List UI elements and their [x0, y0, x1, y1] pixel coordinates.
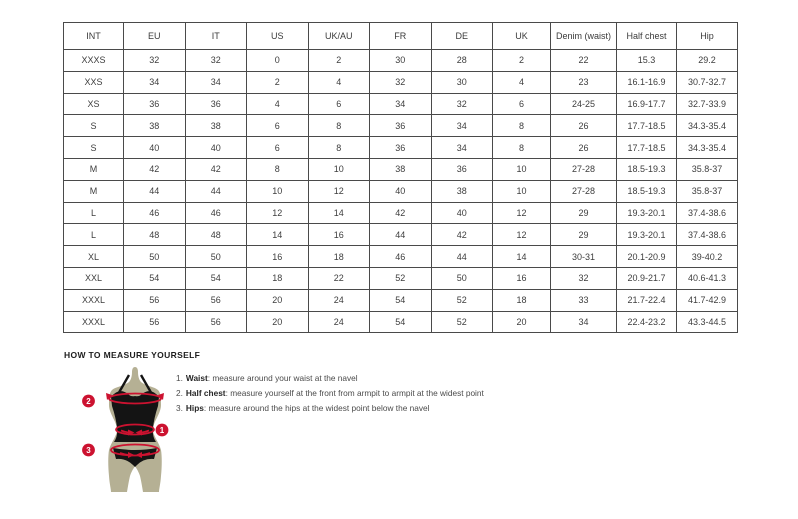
size-cell: 4: [308, 71, 370, 93]
size-cell: 10: [247, 180, 309, 202]
instruction-number: 1.: [176, 373, 183, 383]
size-cell: 50: [431, 267, 493, 289]
size-cell: 41.7-42.9: [677, 289, 738, 311]
size-cell: 46: [370, 246, 432, 268]
measure-section-heading: HOW TO MEASURE YOURSELF: [64, 350, 201, 360]
size-cell: XL: [64, 246, 124, 268]
size-cell: M: [64, 180, 124, 202]
size-cell: XXXL: [64, 289, 124, 311]
table-row: [64, 137, 738, 159]
size-cell: L: [64, 202, 124, 224]
waist-badge-number: 1: [159, 426, 165, 435]
size-cell: 16: [308, 224, 370, 246]
size-cell: 34.3-35.4: [677, 115, 738, 137]
size-cell: 32: [185, 50, 247, 72]
table-row: [64, 115, 738, 137]
column-header: FR: [370, 23, 432, 50]
size-cell: XS: [64, 93, 124, 115]
size-cell: 44: [431, 246, 493, 268]
size-cell: 20: [247, 289, 309, 311]
size-cell: 16: [493, 267, 551, 289]
size-cell: 56: [124, 311, 186, 333]
table-row: [64, 71, 738, 93]
size-cell: 34: [370, 93, 432, 115]
size-cell: 29: [551, 202, 617, 224]
size-cell: 15.3: [617, 50, 677, 72]
size-cell: 14: [308, 202, 370, 224]
instruction-label: Hips: [185, 403, 204, 413]
size-cell: 22: [551, 50, 617, 72]
size-cell: 17.7-18.5: [617, 137, 677, 159]
size-cell: 35.8-37: [677, 180, 738, 202]
measure-instruction-waist: [176, 374, 484, 384]
instruction-text: : measure yourself at the front from armpit to armpit at the widest point: [225, 388, 484, 398]
size-cell: 34: [185, 71, 247, 93]
size-cell: XXL: [64, 267, 124, 289]
size-cell: 34: [431, 137, 493, 159]
table-row: [64, 158, 738, 180]
size-cell: 10: [308, 158, 370, 180]
size-cell: 26: [551, 115, 617, 137]
size-chart-table: [63, 22, 738, 333]
size-cell: 4: [493, 71, 551, 93]
size-cell: 52: [431, 289, 493, 311]
size-cell: 36: [370, 115, 432, 137]
size-cell: 33: [551, 289, 617, 311]
size-cell: 36: [124, 93, 186, 115]
size-cell: 16: [247, 246, 309, 268]
size-cell: 30.7-32.7: [677, 71, 738, 93]
instruction-number: 2.: [176, 388, 183, 398]
size-cell: L: [64, 224, 124, 246]
size-cell: 18: [493, 289, 551, 311]
size-cell: 54: [124, 267, 186, 289]
size-cell: 36: [185, 93, 247, 115]
size-cell: 18.5-19.3: [617, 180, 677, 202]
size-cell: 21.7-22.4: [617, 289, 677, 311]
size-cell: 56: [124, 289, 186, 311]
table-row: [64, 246, 738, 268]
size-cell: 10: [493, 158, 551, 180]
instruction-label: Waist: [185, 373, 208, 383]
size-cell: 54: [370, 311, 432, 333]
size-cell: 24: [308, 289, 370, 311]
size-cell: 19.3-20.1: [617, 202, 677, 224]
size-cell: 17.7-18.5: [617, 115, 677, 137]
size-cell: 37.4-38.6: [677, 202, 738, 224]
table-row: [64, 267, 738, 289]
size-cell: 30-31: [551, 246, 617, 268]
size-cell: 16.1-16.9: [617, 71, 677, 93]
size-cell: 19.3-20.1: [617, 224, 677, 246]
instruction-number: 3.: [176, 403, 183, 413]
column-header: DE: [431, 23, 493, 50]
size-cell: 20.1-20.9: [617, 246, 677, 268]
size-cell: 18.5-19.3: [617, 158, 677, 180]
size-cell: 36: [431, 158, 493, 180]
column-header: INT: [64, 23, 124, 50]
column-header: EU: [124, 23, 186, 50]
size-cell: 56: [185, 289, 247, 311]
size-cell: 28: [431, 50, 493, 72]
size-cell: 52: [431, 311, 493, 333]
table-row: [64, 224, 738, 246]
size-cell: 26: [551, 137, 617, 159]
size-cell: 8: [493, 115, 551, 137]
table-row: [64, 202, 738, 224]
size-cell: 6: [247, 115, 309, 137]
size-cell: 40: [370, 180, 432, 202]
size-cell: 44: [185, 180, 247, 202]
size-cell: 37.4-38.6: [677, 224, 738, 246]
size-cell: 8: [308, 137, 370, 159]
size-cell: 24-25: [551, 93, 617, 115]
size-cell: 42: [370, 202, 432, 224]
size-cell: 2: [493, 50, 551, 72]
size-cell: 34: [124, 71, 186, 93]
size-cell: 20: [247, 311, 309, 333]
size-cell: 14: [493, 246, 551, 268]
size-cell: 39-40.2: [677, 246, 738, 268]
measure-instruction-half-chest: [176, 389, 484, 399]
column-header: IT: [185, 23, 247, 50]
size-cell: 38: [185, 115, 247, 137]
size-cell: 54: [185, 267, 247, 289]
size-cell: 52: [370, 267, 432, 289]
size-cell: 22.4-23.2: [617, 311, 677, 333]
size-cell: 10: [493, 180, 551, 202]
column-header: Half chest: [617, 23, 677, 50]
size-cell: 40: [185, 137, 247, 159]
size-cell: 42: [124, 158, 186, 180]
size-cell: 46: [124, 202, 186, 224]
size-cell: 6: [247, 137, 309, 159]
size-cell: 8: [493, 137, 551, 159]
column-header: Hip: [677, 23, 738, 50]
instruction-text: : measure around your waist at the navel: [207, 373, 358, 383]
size-cell: XXXL: [64, 311, 124, 333]
size-cell: XXXS: [64, 50, 124, 72]
size-cell: 56: [185, 311, 247, 333]
size-cell: 0: [247, 50, 309, 72]
size-cell: 32: [431, 93, 493, 115]
size-cell: 32: [124, 50, 186, 72]
size-cell: 50: [124, 246, 186, 268]
size-cell: 32: [370, 71, 432, 93]
table-row: [64, 180, 738, 202]
size-cell: 12: [493, 202, 551, 224]
size-cell: S: [64, 115, 124, 137]
size-cell: 22: [308, 267, 370, 289]
size-cell: 27-28: [551, 158, 617, 180]
size-cell: 42: [431, 224, 493, 246]
size-cell: 36: [370, 137, 432, 159]
measure-instructions-list: [176, 374, 484, 419]
size-cell: M: [64, 158, 124, 180]
size-chart-region: [63, 22, 738, 333]
column-header: Denim (waist): [551, 23, 617, 50]
size-cell: 4: [247, 93, 309, 115]
size-cell: 54: [370, 289, 432, 311]
size-cell: 24: [308, 311, 370, 333]
size-cell: 8: [308, 115, 370, 137]
size-cell: 40: [124, 137, 186, 159]
size-cell: 43.3-44.5: [677, 311, 738, 333]
table-row: [64, 93, 738, 115]
instruction-label: Half chest: [185, 388, 226, 398]
size-cell: 8: [247, 158, 309, 180]
size-cell: 27-28: [551, 180, 617, 202]
size-cell: 12: [247, 202, 309, 224]
size-cell: S: [64, 137, 124, 159]
column-header: UK/AU: [308, 23, 370, 50]
measure-instruction-hips: [176, 404, 484, 414]
size-cell: 32.7-33.9: [677, 93, 738, 115]
size-cell: 29: [551, 224, 617, 246]
size-cell: 20: [493, 311, 551, 333]
size-cell: 6: [493, 93, 551, 115]
chest-badge-number: 2: [86, 397, 91, 406]
hips-badge-number: 3: [86, 446, 91, 455]
size-cell: 44: [124, 180, 186, 202]
size-cell: XXS: [64, 71, 124, 93]
size-cell: 46: [185, 202, 247, 224]
size-cell: 2: [247, 71, 309, 93]
size-cell: 34: [431, 115, 493, 137]
size-cell: 40: [431, 202, 493, 224]
size-cell: 34.3-35.4: [677, 137, 738, 159]
size-cell: 50: [185, 246, 247, 268]
table-row: [64, 23, 738, 50]
column-header: UK: [493, 23, 551, 50]
size-cell: 18: [308, 246, 370, 268]
size-cell: 23: [551, 71, 617, 93]
size-chart-header-row: [64, 23, 738, 50]
size-cell: 38: [124, 115, 186, 137]
size-cell: 29.2: [677, 50, 738, 72]
size-cell: 14: [247, 224, 309, 246]
size-chart-body: [64, 50, 738, 333]
size-cell: 12: [493, 224, 551, 246]
size-cell: 6: [308, 93, 370, 115]
instruction-text: : measure around the hips at the widest point below the navel: [203, 403, 430, 413]
size-cell: 38: [431, 180, 493, 202]
column-header: US: [247, 23, 309, 50]
size-cell: 42: [185, 158, 247, 180]
size-cell: 30: [431, 71, 493, 93]
size-cell: 38: [370, 158, 432, 180]
size-cell: 30: [370, 50, 432, 72]
size-cell: 16.9-17.7: [617, 93, 677, 115]
size-cell: 48: [185, 224, 247, 246]
table-row: [64, 311, 738, 333]
size-cell: 40.6-41.3: [677, 267, 738, 289]
size-cell: 32: [551, 267, 617, 289]
table-row: [64, 50, 738, 72]
size-cell: 2: [308, 50, 370, 72]
size-cell: 18: [247, 267, 309, 289]
size-cell: 20.9-21.7: [617, 267, 677, 289]
table-row: [64, 289, 738, 311]
size-cell: 44: [370, 224, 432, 246]
size-cell: 12: [308, 180, 370, 202]
size-cell: 34: [551, 311, 617, 333]
size-cell: 48: [124, 224, 186, 246]
size-cell: 35.8-37: [677, 158, 738, 180]
